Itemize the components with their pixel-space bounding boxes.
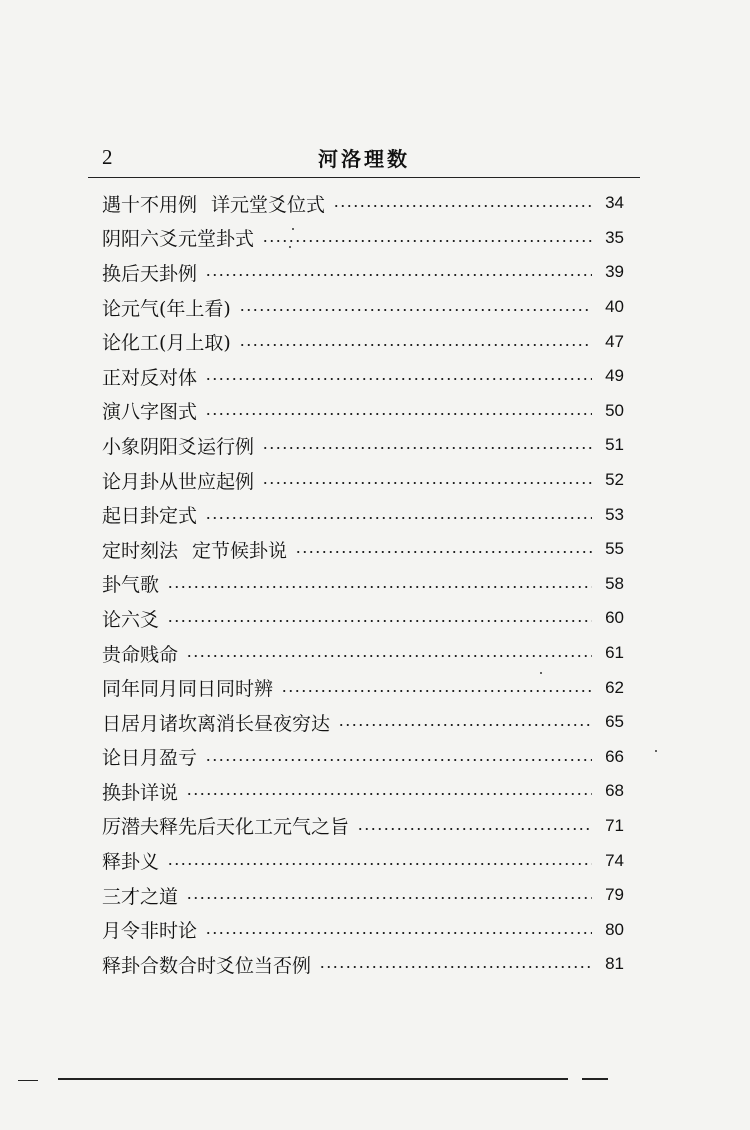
dot-leader	[357, 828, 592, 830]
toc-entry-title	[102, 570, 159, 597]
toc-entry-title-text: 换后天卦例	[102, 262, 198, 285]
toc-entry-title-text: 起日卦定式	[102, 505, 198, 528]
toc-entry-page-number: 35	[605, 227, 624, 247]
toc-entry	[102, 532, 624, 567]
toc-entry	[102, 705, 624, 740]
toc-entry-title	[102, 847, 159, 874]
toc-entry-page-number: 68	[605, 781, 624, 801]
dot-leader	[186, 793, 592, 795]
toc-entry-subtitle-text: 详元堂爻位式	[211, 193, 326, 216]
dot-leader	[186, 897, 592, 899]
toc-entry-page-number: 62	[605, 677, 624, 697]
dot-leader	[262, 447, 592, 449]
toc-entry	[102, 947, 624, 982]
dot-leader	[205, 378, 592, 380]
toc-entry-title-text: 小象阴阳爻运行例	[102, 435, 255, 458]
toc-entry-page-number: 51	[605, 435, 624, 455]
toc-entry-title-text: 论月卦从世应起例	[102, 470, 255, 493]
dot-leader	[167, 586, 592, 588]
toc-entry	[102, 324, 624, 359]
dot-leader	[319, 966, 592, 968]
book-title: 河洛理数	[318, 147, 410, 171]
toc-entry	[102, 186, 624, 221]
toc-entry	[102, 290, 624, 325]
toc-entry-title	[102, 640, 178, 667]
toc-entry-page-number: 39	[605, 262, 624, 282]
toc-entry-title-text: 定时刻法	[102, 539, 179, 562]
toc-entry-title	[102, 190, 325, 217]
toc-entry	[102, 567, 624, 602]
scan-speck	[540, 672, 542, 674]
toc-entry	[102, 774, 624, 809]
toc-entry-title-text: 论六爻	[102, 608, 160, 631]
dot-leader	[167, 863, 592, 865]
toc-entry-page-number: 49	[605, 366, 624, 386]
toc-entry-title	[102, 951, 311, 978]
toc-entry-title	[102, 432, 254, 459]
toc-entry-title-text: 正对反对体	[102, 366, 198, 389]
dot-leader	[205, 932, 592, 934]
toc-entry-page-number: 74	[605, 850, 624, 870]
toc-entry-title	[102, 397, 197, 424]
toc-entry-title	[102, 605, 159, 632]
toc-entry	[102, 843, 624, 878]
page-number: 2	[102, 145, 113, 169]
toc-entry	[102, 740, 624, 775]
toc-entry-page-number: 34	[605, 193, 624, 213]
footer-rule-fragment	[18, 1080, 38, 1081]
toc-entry-title-text: 阴阳六爻元堂卦式	[102, 228, 255, 251]
toc-entry-title-text: 卦气歌	[102, 574, 160, 597]
dot-leader	[281, 690, 592, 692]
toc-entry-page-number: 52	[605, 470, 624, 490]
toc-entry-title-text: 释卦义	[102, 851, 160, 874]
toc-entry	[102, 878, 624, 913]
toc-entry	[102, 912, 624, 947]
toc-entry-title-text: 换卦详说	[102, 781, 179, 804]
toc-entry-page-number: 81	[605, 954, 624, 974]
toc-entry-page-number: 40	[605, 297, 624, 317]
toc-entry-title	[102, 328, 231, 355]
scan-speck	[289, 246, 291, 248]
toc-entry-title-text: 论化工(月上取)	[102, 332, 231, 355]
toc-entry	[102, 221, 624, 256]
toc-entry-page-number: 50	[605, 400, 624, 420]
toc-entry-title	[102, 536, 287, 563]
toc-entry	[102, 601, 624, 636]
toc-entry-title-text: 论日月盈亏	[102, 747, 198, 770]
toc-entry	[102, 394, 624, 429]
toc-entry-page-number: 47	[605, 331, 624, 351]
toc-entry-title	[102, 674, 273, 701]
footer-rule-fragment	[582, 1078, 608, 1080]
toc-entry-title-text: 释卦合数合时爻位当否例	[102, 954, 312, 977]
toc-entry-title	[102, 224, 254, 251]
toc-entry-title	[102, 501, 197, 528]
toc-entry-title	[102, 882, 178, 909]
toc-entry-page-number: 80	[605, 919, 624, 939]
toc-entry-page-number: 55	[605, 539, 624, 559]
toc-entry-page-number: 60	[605, 608, 624, 628]
page-header	[88, 135, 640, 178]
toc-entry-page-number: 65	[605, 712, 624, 732]
dot-leader	[262, 240, 592, 242]
toc-entry-title-text: 演八字图式	[102, 401, 198, 424]
dot-leader	[262, 482, 592, 484]
dot-leader	[338, 724, 592, 726]
table-of-contents	[102, 186, 624, 982]
dot-leader	[239, 344, 592, 346]
toc-entry-title	[102, 743, 197, 770]
dot-leader	[205, 517, 592, 519]
toc-entry-page-number: 53	[605, 504, 624, 524]
toc-entry-subtitle-text: 定节候卦说	[192, 539, 288, 562]
toc-entry	[102, 255, 624, 290]
toc-entry-title-text: 日居月诸坎离消长昼夜穷达	[102, 712, 331, 735]
dot-leader	[205, 759, 592, 761]
toc-entry-title-text: 遇十不用例	[102, 193, 198, 216]
dot-leader	[205, 274, 592, 276]
toc-entry-title-text: 同年同月同日同时辨	[102, 678, 274, 701]
toc-entry-page-number: 61	[605, 643, 624, 663]
toc-entry-title	[102, 259, 197, 286]
toc-entry-title	[102, 812, 349, 839]
toc-entry-title-text: 论元气(年上看)	[102, 297, 231, 320]
scan-speck	[292, 228, 294, 230]
toc-entry-title	[102, 778, 178, 805]
toc-entry-title	[102, 294, 231, 321]
toc-entry	[102, 359, 624, 394]
scan-speck	[655, 750, 657, 752]
toc-entry-title	[102, 916, 197, 943]
toc-entry-page-number: 58	[605, 573, 624, 593]
dot-leader	[239, 309, 592, 311]
toc-entry-title-text: 月令非时论	[102, 920, 198, 943]
footer-rule	[58, 1078, 568, 1080]
toc-entry	[102, 497, 624, 532]
dot-leader	[186, 655, 592, 657]
toc-entry	[102, 463, 624, 498]
toc-entry-page-number: 71	[605, 815, 624, 835]
toc-entry	[102, 428, 624, 463]
toc-entry	[102, 809, 624, 844]
dot-leader	[295, 551, 592, 553]
toc-entry	[102, 636, 624, 671]
toc-entry-title	[102, 709, 330, 736]
toc-entry-title	[102, 363, 197, 390]
toc-entry	[102, 670, 624, 705]
dot-leader	[333, 205, 592, 207]
toc-entry-title	[102, 467, 254, 494]
toc-entry-title-text: 贵命贱命	[102, 643, 179, 666]
toc-entry-title-text: 三才之道	[102, 885, 179, 908]
dot-leader	[205, 413, 592, 415]
toc-entry-page-number: 66	[605, 746, 624, 766]
toc-entry-page-number: 79	[605, 885, 624, 905]
dot-leader	[167, 620, 592, 622]
toc-entry-title-text: 厉潜夫释先后天化工元气之旨	[102, 816, 350, 839]
